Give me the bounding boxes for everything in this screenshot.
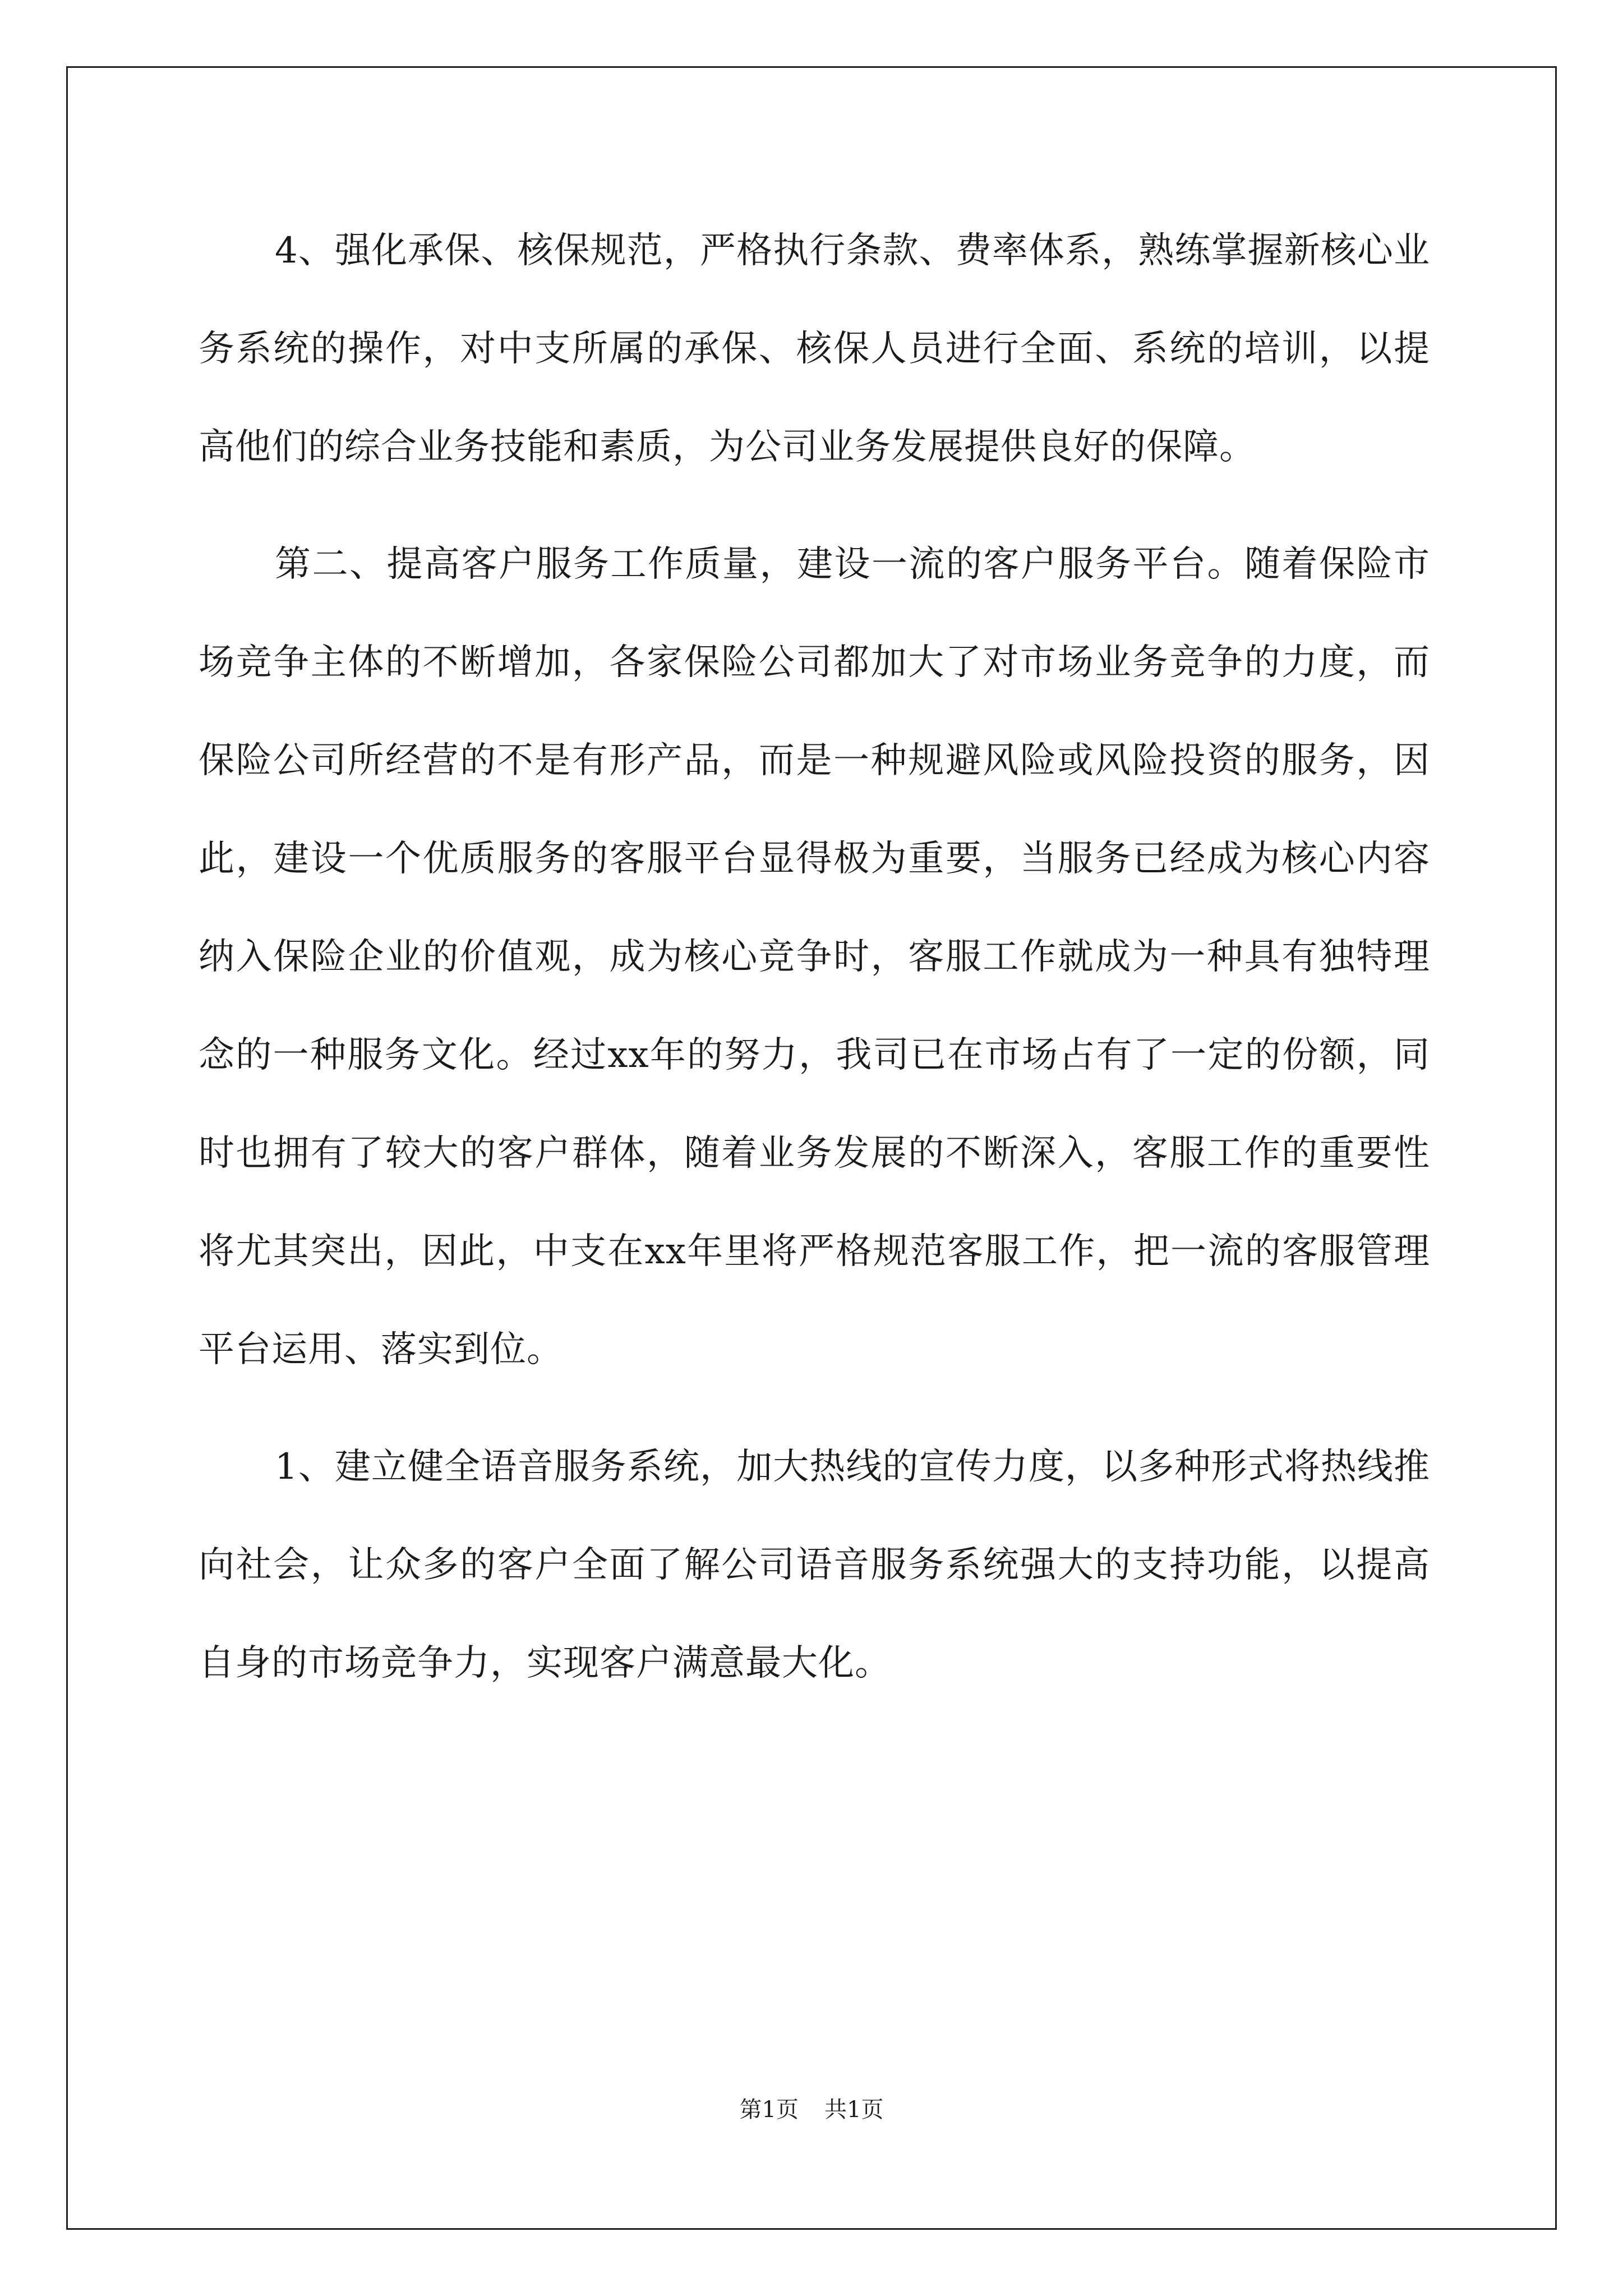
page-total: 共1页 bbox=[824, 2097, 884, 2123]
paragraph-voice-service: 1、建立健全语音服务系统，加大热线的宣传力度，以多种形式将热线推向社会，让众多的客户全面了解公司语音服务系统强大的支持功能，以提高自身的市场竞争力，实现客户满意最大化。 bbox=[199, 1446, 1430, 1684]
document-body bbox=[199, 202, 1430, 1732]
paragraph-customer-service: 第二、提高客户服务工作质量，建设一流的客户服务平台。随着保险市场竞争主体的不断增加，各家保险公司都加大了对市场业务竞争的力度，而保险公司所经营的不是有形产品，而是一种规避风险或风险投资的服务，因此，建设一个优质服务的客服平台显得极为重要，当服务已经成为核心内容纳入保险企业的价值观，成为核心竞争时，客服工作就成为一种具有独特理念的一种服务文化。经过xx年的努力，我司已在市场占有了一定的份额，同时也拥有了较大的客户群体，随着业务发展的不断深入，客服工作的重要性将尤其突出，因此，中支在xx年里将严格规范客服工作，把一流的客服管理平台运用、落实到位。 bbox=[199, 544, 1430, 1370]
page-number: 第1页 bbox=[739, 2097, 799, 2123]
paragraph-underwriting: 4、强化承保、核保规范，严格执行条款、费率体系，熟练掌握新核心业务系统的操作，对中支所属的承保、核保人员进行全面、系统的培训，以提高他们的综合业务技能和素质，为公司业务发展提供良好的保障。 bbox=[199, 230, 1430, 468]
page-footer bbox=[0, 2095, 1623, 2124]
